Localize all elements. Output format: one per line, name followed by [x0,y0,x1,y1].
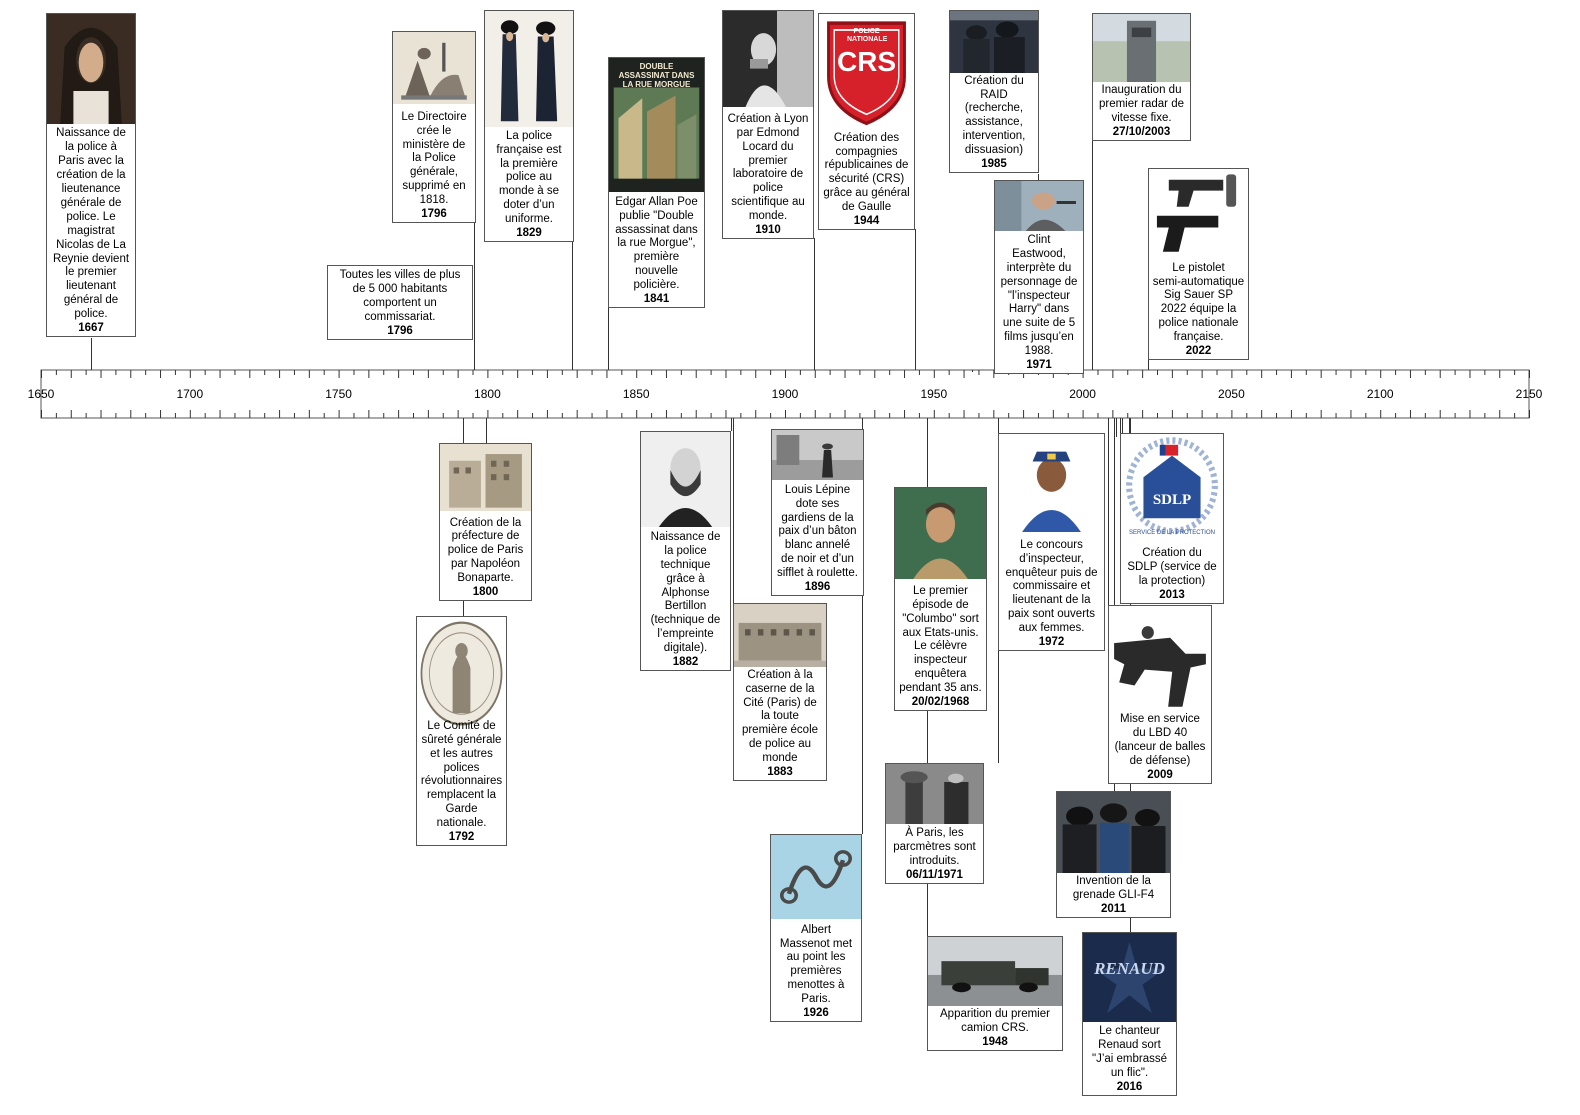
event-date: 20/02/1968 [911,696,970,709]
event-caption [485,129,573,241]
axis-label: 1650 [27,387,55,401]
axis-label: 1850 [622,387,650,401]
event-card [392,31,476,223]
book-title-text: DOUBLE ASSASSINAT DANS LA RUE MORGUE [618,62,695,89]
event-card [733,603,827,781]
event-description: Le concours d’inspecteur, enquêteur puis de commissaire et lieutenant de la paix sont ouverts aux femmes. [1005,538,1098,635]
event-description: Invention de la grenade GLI-F4 [1072,875,1155,902]
event-caption [771,923,861,1021]
pistol-image [1149,169,1248,259]
event-card [1092,13,1191,141]
street-image [772,430,863,480]
handcuffs-image [771,835,861,919]
event-card [894,487,987,711]
crs-badge-image [819,14,914,128]
uniform-image [485,11,573,127]
event-description: Le pistolet semi-automatique Sig Sauer SP 2022 équipe la police nationale française. [1152,261,1245,344]
event-caption [440,516,531,600]
event-date: 27/10/2003 [1112,126,1171,139]
event-caption [47,126,135,336]
event-date: 1971 [1026,359,1052,372]
event-date: 1800 [472,586,499,599]
cover-title-text: RENAUD [1094,959,1165,978]
axis-label: 2000 [1069,387,1096,401]
event-card [640,431,731,671]
event-description: La police française est la première police au monde à se doter d’un uniforme. [496,129,562,226]
sdlp-logo-image [1121,434,1223,542]
caserne-image [734,604,826,667]
event-date: 2022 [1185,345,1212,358]
event-card [608,57,705,308]
event-card [1082,932,1177,1096]
gli-image [1057,792,1170,873]
engraving-image [393,32,475,104]
parcmetre-image [886,764,983,824]
event-caption [928,1007,1062,1050]
event-caption [734,668,826,780]
seal-image [417,617,506,730]
axis-label: 2050 [1218,387,1245,401]
bertillon-image [641,432,730,527]
event-card [1056,791,1171,918]
axis-label: 1800 [474,387,501,401]
logo-sub-text: SERVICE DE LA PROTECTION [1129,530,1215,536]
event-caption [1057,874,1170,917]
event-caption [895,584,986,710]
event-description: Le chanteur Renaud sort "J’ai embrassé un flic". [1091,1025,1168,1080]
event-date: 2016 [1116,1081,1143,1094]
event-card [998,433,1105,651]
badge-main-text: CRS [836,46,897,77]
eastwood-image [995,181,1083,231]
radar-image [1093,14,1190,82]
event-date: 1985 [981,158,1007,171]
event-date: 2011 [1101,903,1126,916]
event-description: Création du SDLP (service de la protection) [1127,547,1217,588]
raid-image [950,11,1038,73]
event-caption [772,483,863,595]
event-caption [641,530,730,670]
event-caption [1121,546,1223,603]
event-date: 1883 [767,766,793,779]
event-card [1148,168,1249,360]
event-date: 1796 [421,208,447,221]
event-date: 1829 [516,227,542,240]
event-date: 1841 [643,293,670,306]
policewoman-image [999,434,1104,532]
portrait-image [47,14,135,124]
event-description: Albert Massenot met au point les premières menottes à Paris. [779,923,853,1006]
event-card [327,265,473,340]
event-date: 1896 [804,581,831,594]
event-card [1108,605,1212,784]
event-card [416,616,507,846]
event-description: Edgar Allan Poe publie "Double assassinat dans la rue Morgue", première nouvelle policière. [615,195,698,292]
event-date: 1948 [982,1036,1008,1049]
event-description: Création de la préfecture de police de Paris par Napoléon Bonaparte. [447,516,524,585]
event-description: Le Directoire crée le ministère de la Police générale, supprimé en 1818. [401,110,467,207]
event-date: 2013 [1159,589,1185,602]
event-date: 1944 [853,215,880,228]
axis-label: 2150 [1515,387,1543,401]
event-description: Création à Lyon par Edmond Locard du premier laboratoire de police scientifique au monde. [727,112,809,223]
event-caption [819,131,914,229]
event-date: 1910 [755,224,781,237]
event-card [771,429,864,596]
logo-main-text: SDLP [1152,492,1192,508]
event-date: 1792 [448,831,475,844]
event-caption [995,233,1083,373]
event-date: 1972 [1038,636,1065,649]
event-date: 1926 [803,1007,829,1020]
event-date: 1882 [672,656,699,669]
event-card [885,763,984,884]
event-date: 1796 [387,325,413,338]
event-caption [609,195,704,307]
book-cover-image [609,58,704,192]
columbo-image [895,488,986,579]
lbd-image [1109,606,1211,712]
renaud-cover-image [1083,933,1176,1022]
event-description: Naissance de la police à Paris avec la création de la lieutenance générale de police. Le magistrat Nicolas de La Reynie devient le premier lieutenant général de police. [52,127,130,321]
event-caption [723,112,813,238]
event-date: 06/11/1971 [906,869,963,882]
event-description: Naissance de la police technique grâce à Alphonse Bertillon (technique de l’empreinte digitale). [650,530,721,655]
event-description: Le Comité de sûreté générale et les autres polices révolutionnaires remplacent la Garde nationale. [420,719,503,830]
event-description: Toutes les villes de plus de 5 000 habitants comportent un commissariat. [339,269,461,324]
axis-label: 1750 [325,387,352,401]
event-description: Création du RAID (recherche, assistance, intervention, dissuasion) [962,74,1026,157]
event-description: Mise en service du LBD 40 (lanceur de balles de défense) [1114,713,1206,768]
event-card [439,443,532,601]
axis-label: 1900 [771,387,799,401]
event-caption [999,538,1104,650]
event-date: 1667 [78,322,104,335]
event-card [46,13,136,337]
event-date: 2009 [1147,769,1173,782]
event-description: Le premier épisode de "Columbo" sort aux Etats-unis. Le célèvre inspecteur enquêtera pendant 35 ans. [899,584,982,695]
event-card [1120,433,1224,604]
event-card [949,10,1039,173]
event-description: Apparition du premier camion CRS. [940,1008,1050,1035]
event-caption [886,826,983,883]
event-description: Louis Lépine dote ses gardiens de la paix d’un bâton blanc annelé de noir et d’un sifflet à roulette. [777,483,858,580]
event-card [484,10,574,242]
photo-image [723,11,813,107]
event-card [927,936,1063,1051]
truck-image [928,937,1062,1006]
badge-top-text: POLICE NATIONALE [847,28,888,43]
axis-label: 1950 [920,387,948,401]
event-caption [950,74,1038,172]
event-description: Clint Eastwood, interprète du personnage de "l’inspecteur Harry" dans une suite de 5 films jusqu’en 1988. [1000,233,1078,358]
axis-label: 1700 [176,387,204,401]
event-card [994,180,1084,374]
event-description: Inauguration du premier radar de vitesse fixe. [1098,84,1184,125]
event-caption [417,719,506,845]
event-caption [1109,712,1211,783]
event-caption [1093,83,1190,140]
event-caption [393,110,475,222]
event-caption [1083,1024,1176,1095]
event-card [722,10,814,239]
axis-label: 2100 [1366,387,1394,401]
event-card [770,834,862,1022]
building-image [440,444,531,511]
event-description: Création des compagnies républicaines de sécurité (CRS) grâce au général de Gaulle [823,131,910,214]
event-caption [1149,261,1248,359]
event-description: Création à la caserne de la Cité (Paris) de la toute première école de police au monde [741,668,819,765]
event-card [818,13,915,230]
event-caption [328,268,472,339]
event-description: À Paris, les parcmètres sont introduits. [893,827,976,868]
